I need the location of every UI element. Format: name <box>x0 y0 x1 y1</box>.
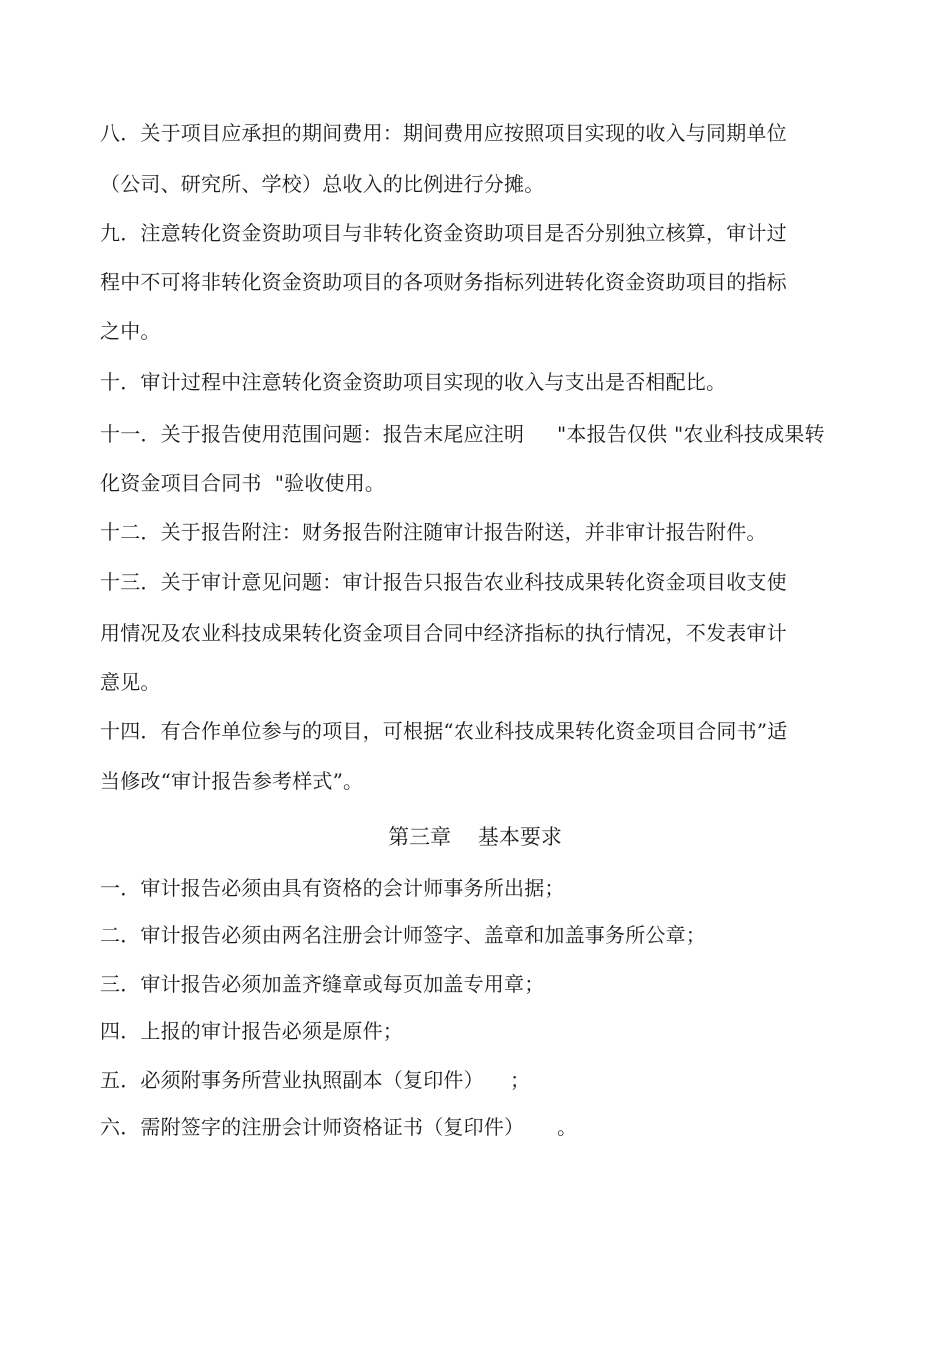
item-11-line-1: 十一．关于报告使用范围问题：报告末尾应注明 "本报告仅供 "农业科技成果转 <box>100 422 825 446</box>
requirement-3: 三．审计报告必须加盖齐缝章或每页加盖专用章； <box>100 972 545 996</box>
item-13-line-1: 十三．关于审计意见问题：审计报告只报告农业科技成果转化资金项目收支使 <box>100 570 787 594</box>
item-10-line-1: 十．审计过程中注意转化资金资助项目实现的收入与支出是否相配比。 <box>100 370 727 394</box>
item-14-line-1: 十四．有合作单位参与的项目，可根据“农业科技成果转化资金项目合同书”适 <box>100 719 788 743</box>
item-9-line-3: 之中。 <box>100 319 161 343</box>
item-14-line-2: 当修改“审计报告参考样式”。 <box>100 769 364 793</box>
requirement-1: 一．审计报告必须由具有资格的会计师事务所出据； <box>100 876 565 900</box>
requirement-5: 五．必须附事务所营业执照副本（复印件） ； <box>100 1068 531 1092</box>
chapter-3-heading: 第三章 基本要求 <box>388 825 562 849</box>
item-9-line-2: 程中不可将非转化资金资助项目的各项财务指标列进转化资金资助项目的指标 <box>100 270 787 294</box>
item-13-line-3: 意见。 <box>100 670 161 694</box>
item-11-line-2: 化资金项目合同书 "验收使用。 <box>100 471 386 495</box>
item-13-line-2: 用情况及农业科技成果转化资金项目合同中经济指标的执行情况，不发表审计 <box>100 621 787 645</box>
item-8-line-2: （公司、研究所、学校）总收入的比例进行分摊。 <box>100 172 545 196</box>
item-8-line-1: 八．关于项目应承担的期间费用：期间费用应按照项目实现的收入与同期单位 <box>100 121 787 145</box>
item-12-line-1: 十二．关于报告附注：财务报告附注随审计报告附送，并非审计报告附件。 <box>100 520 767 544</box>
requirement-4: 四．上报的审计报告必须是原件； <box>100 1019 403 1043</box>
requirement-2: 二．审计报告必须由两名注册会计师签字、盖章和加盖事务所公章； <box>100 923 706 947</box>
requirement-6: 六．需附签字的注册会计师资格证书（复印件） 。 <box>100 1115 578 1139</box>
item-9-line-1: 九．注意转化资金资助项目与非转化资金资助项目是否分别独立核算，审计过 <box>100 221 787 245</box>
